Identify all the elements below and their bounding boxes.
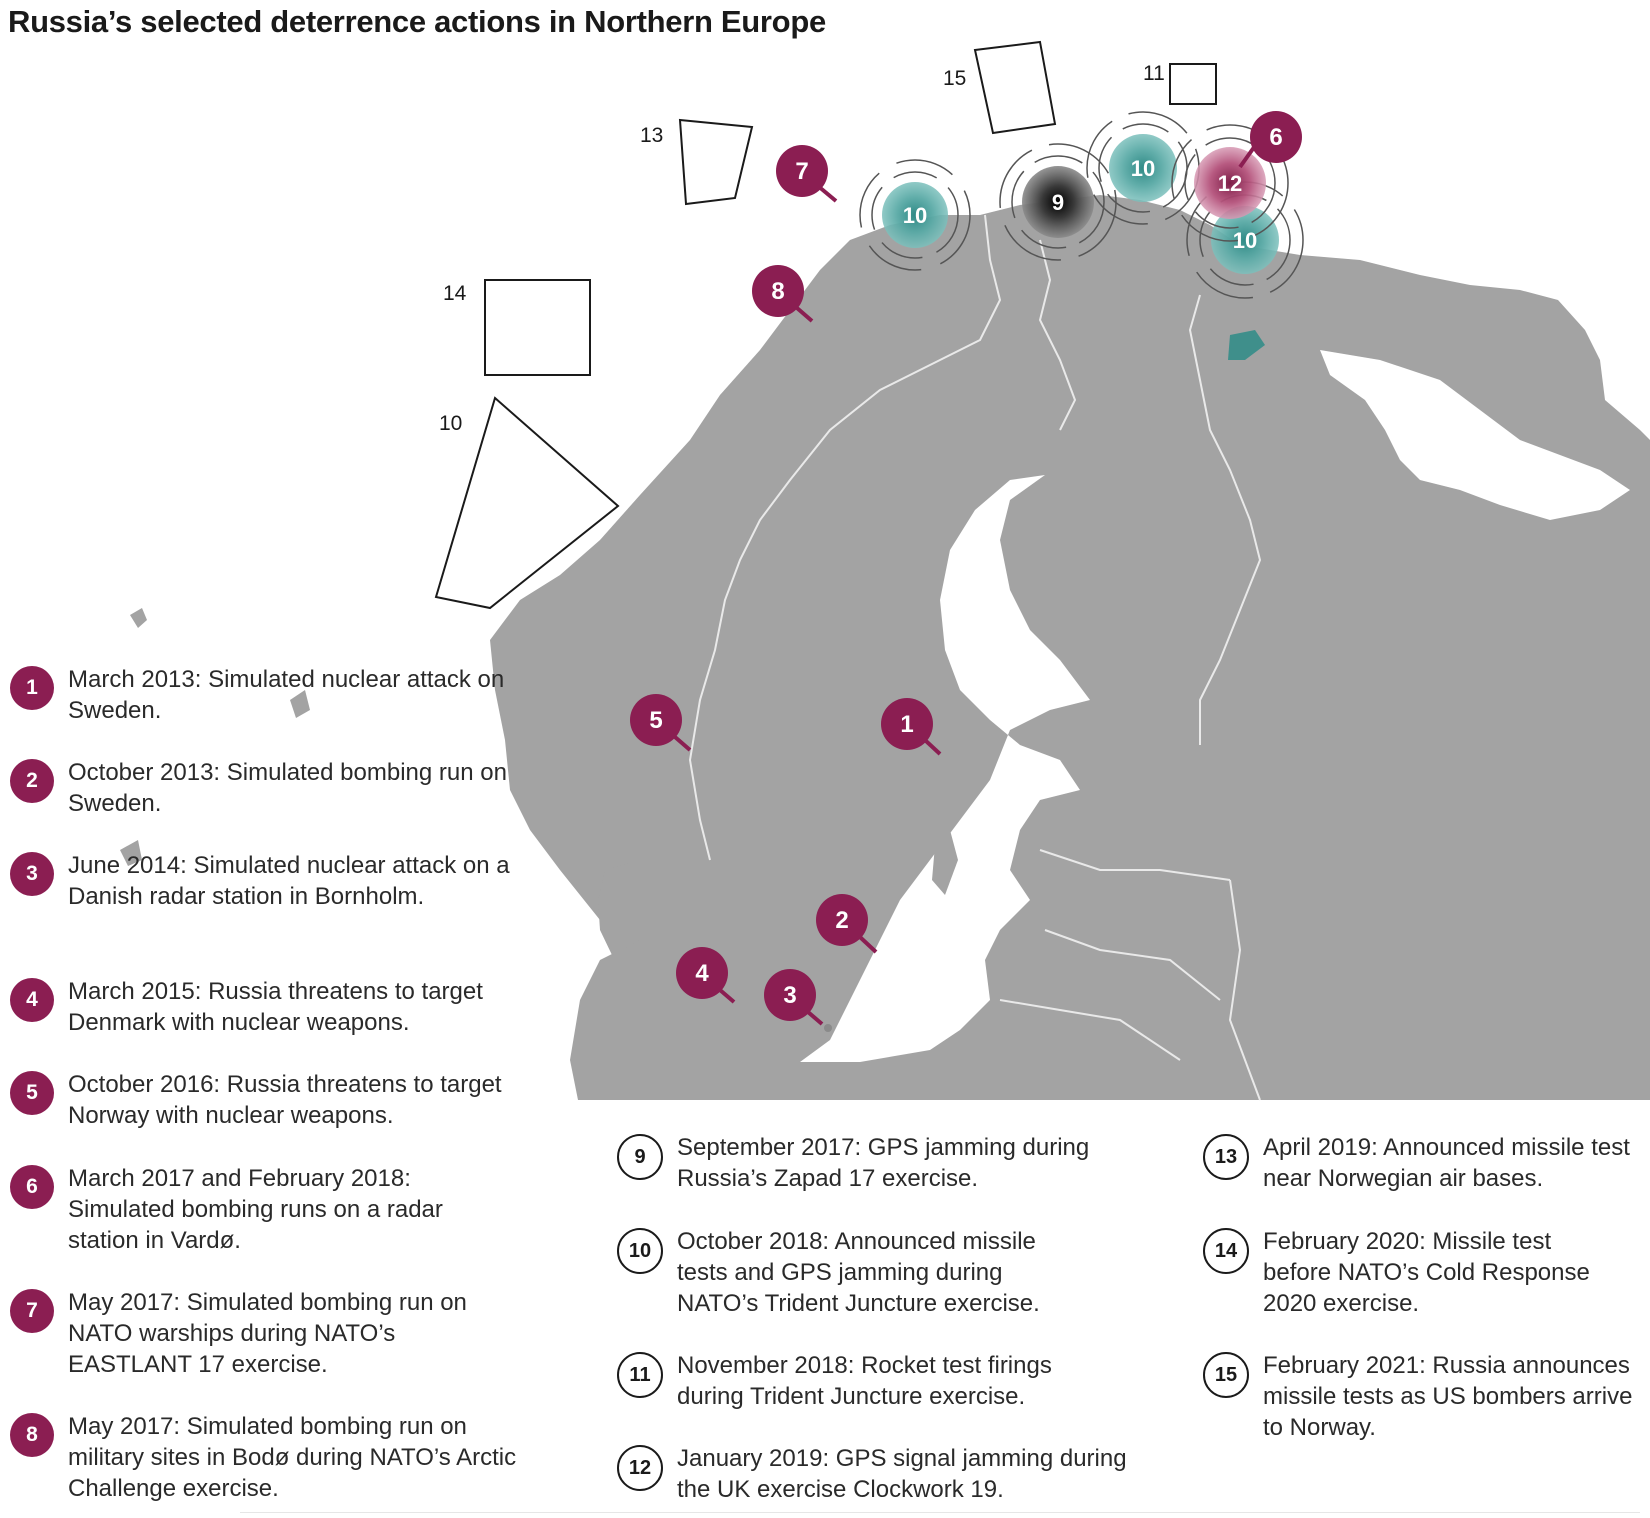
legend-text: March 2013: Simulated nuclear attack on Sweden.	[68, 666, 505, 724]
legend-item-2	[10, 757, 548, 819]
legend-text: March 2015: Russia threatens to target Denmark with nuclear weapons.	[68, 978, 483, 1036]
svg-text:8: 8	[771, 278, 785, 305]
bottom-divider	[240, 1512, 1640, 1513]
legend-badge: 10	[617, 1228, 663, 1274]
legend-text: September 2017: GPS jamming during Russia’s Zapad 17 exercise.	[677, 1134, 1090, 1192]
map-title: Russia’s selected deterrence actions in Northern Europe	[8, 4, 826, 39]
legend-badge: 11	[617, 1352, 663, 1398]
zone-11-label: 11	[1143, 62, 1165, 85]
svg-text:10: 10	[1130, 156, 1156, 181]
zone-14	[485, 280, 590, 375]
legend-item-11	[617, 1350, 1107, 1412]
legend-text: May 2017: Simulated bombing run on NATO warships during NATO’s EASTLANT 17 exercise.	[68, 1289, 467, 1378]
legend-item-3	[10, 850, 548, 912]
land	[120, 195, 1650, 1100]
legend-text: October 2016: Russia threatens to target Norway with nuclear weapons.	[68, 1071, 502, 1129]
pin-7	[776, 145, 836, 201]
legend-text: May 2017: Simulated bombing run on military sites in Bodø during NATO’s Arctic Challenge exercise.	[68, 1413, 517, 1502]
svg-text:10: 10	[902, 203, 928, 228]
legend-item-1	[10, 664, 548, 726]
legend-text: June 2014: Simulated nuclear attack on a Danish radar station in Bornholm.	[68, 852, 510, 910]
zone-14-label: 14	[443, 282, 467, 305]
legend-text: April 2019: Announced missile test near Norwegian air bases.	[1263, 1134, 1630, 1192]
legend-item-12	[617, 1443, 1137, 1505]
legend-text: January 2019: GPS signal jamming during the UK exercise Clockwork 19.	[677, 1445, 1127, 1503]
svg-text:5: 5	[649, 707, 663, 734]
legend-badge: 3	[10, 852, 54, 896]
legend-badge: 13	[1203, 1134, 1249, 1180]
legend-badge: 8	[10, 1413, 54, 1457]
legend-badge: 9	[617, 1134, 663, 1180]
svg-text:9: 9	[1051, 190, 1065, 215]
legend-item-14	[1203, 1226, 1623, 1319]
legend-text: March 2017 and February 2018: Simulated bombing runs on a radar station in Vardø.	[68, 1165, 443, 1254]
legend-badge: 4	[10, 978, 54, 1022]
pin-8	[752, 265, 812, 321]
svg-text:4: 4	[695, 960, 709, 987]
legend-item-10	[617, 1226, 1077, 1319]
legend-badge: 12	[617, 1445, 663, 1491]
legend-badge: 7	[10, 1289, 54, 1333]
legend-item-6	[10, 1163, 508, 1256]
svg-text:6: 6	[1269, 124, 1283, 151]
zone-13	[680, 120, 752, 204]
legend-badge: 1	[10, 666, 54, 710]
legend-item-13	[1203, 1132, 1643, 1194]
legend-item-7	[10, 1287, 488, 1380]
legend-text: October 2013: Simulated bombing run on Sweden.	[68, 759, 507, 817]
scandinavia-landmass	[490, 195, 1650, 1100]
svg-text:12: 12	[1217, 171, 1243, 196]
legend-badge: 15	[1203, 1352, 1249, 1398]
legend-badge: 6	[10, 1165, 54, 1209]
legend-text: November 2018: Rocket test firings during Trident Juncture exercise.	[677, 1352, 1052, 1410]
faroe-islets	[120, 608, 310, 866]
legend-badge: 14	[1203, 1228, 1249, 1274]
zone-15-label: 15	[943, 67, 967, 90]
zone-11	[1170, 64, 1216, 104]
legend-badge: 2	[10, 759, 54, 803]
svg-text:7: 7	[795, 158, 809, 185]
legend-item-8	[10, 1411, 528, 1504]
legend-text: October 2018: Announced missile tests and GPS jamming during NATO’s Trident Juncture exercise.	[677, 1228, 1040, 1317]
zone-13-label: 13	[640, 124, 664, 147]
legend-text: February 2021: Russia announces missile tests as US bombers arrive to Norway.	[1263, 1352, 1633, 1441]
svg-text:3: 3	[783, 982, 797, 1009]
legend-item-4	[10, 976, 548, 1038]
legend-item-9	[617, 1132, 1097, 1194]
zone-15	[975, 42, 1055, 133]
legend-text: February 2020: Missile test before NATO’s Cold Response 2020 exercise.	[1263, 1228, 1590, 1317]
zone-10-label: 10	[439, 412, 463, 435]
legend-item-15	[1203, 1350, 1643, 1443]
legend-badge: 5	[10, 1071, 54, 1115]
legend-item-5	[10, 1069, 548, 1131]
svg-text:10: 10	[1232, 228, 1258, 253]
svg-text:1: 1	[900, 711, 914, 738]
svg-text:2: 2	[835, 907, 849, 934]
